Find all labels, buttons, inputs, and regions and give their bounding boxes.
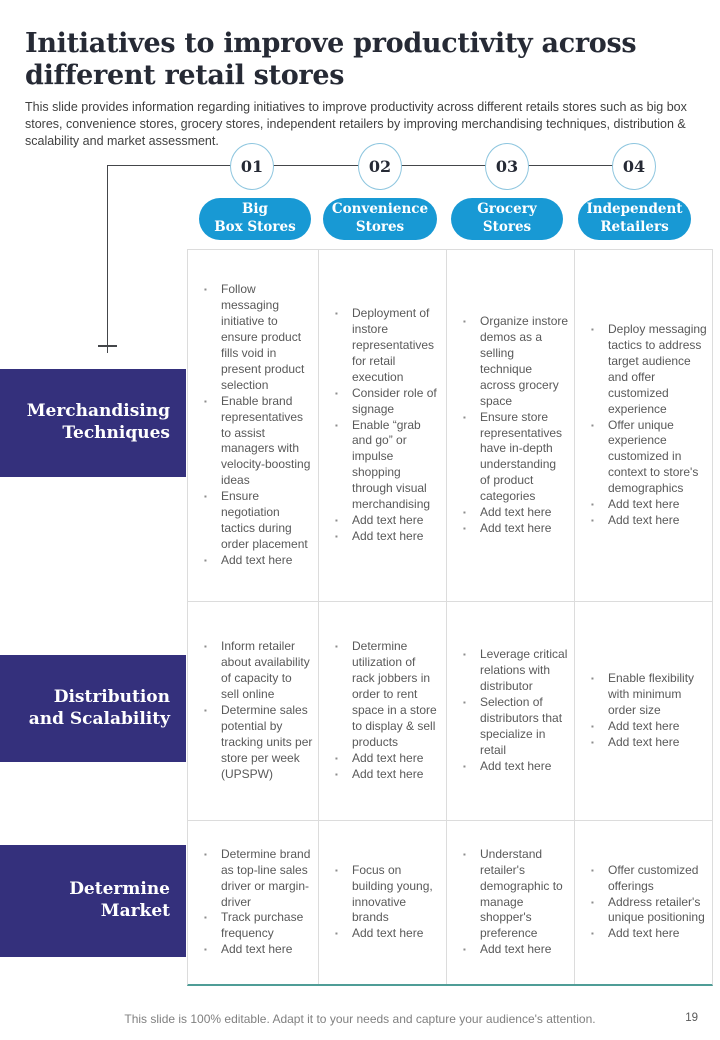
bullet-item: ▪ Understand retailer's demographic to manage shopper's preference xyxy=(456,847,569,943)
row-label-line: Distribution xyxy=(53,686,170,707)
bullet-item: ▪ Enable “grab and go” or impulse shopping through visual merchandising xyxy=(328,418,441,514)
bullet-list xyxy=(328,639,441,783)
bullet-item: ▪ Deployment of instore representatives for retail execution xyxy=(328,306,441,386)
matrix-cell-r1-c3 xyxy=(447,250,575,602)
bullet-item: ▪ Determine utilization of rack jobbers in order to rent space in a store to display & sell products xyxy=(328,639,441,751)
row-label-line: Merchandising xyxy=(26,401,170,422)
bullet-item: ▪ Track purchase frequency xyxy=(197,910,313,942)
bullet-item: ▪ Add text here xyxy=(328,751,441,767)
bullet-item: ▪ Add text here xyxy=(584,926,707,942)
bullet-item: ▪ Add text here xyxy=(328,767,441,783)
step-number: 03 xyxy=(495,157,519,176)
step-badge-03 xyxy=(485,143,529,190)
column-header-line: Stores xyxy=(482,219,532,235)
bullet-list xyxy=(584,322,707,529)
row-label-merchandising-techniques xyxy=(0,369,186,477)
bullet-item: ▪ Follow messaging initiative to ensure product fills void in present product selection xyxy=(197,282,313,394)
matrix-cell-r2-c4 xyxy=(575,602,712,821)
bullet-list xyxy=(197,847,313,959)
bullet-item: ▪ Add text here xyxy=(456,521,569,537)
footer-note: This slide is 100% editable. Adapt it to your needs and capture your audience's attention. xyxy=(124,1012,596,1026)
column-header-line: Big xyxy=(242,201,268,218)
step-number: 01 xyxy=(240,157,264,176)
bullet-item: ▪ Leverage critical relations with distributor xyxy=(456,647,569,695)
bullet-list xyxy=(328,863,441,943)
bullet-item: ▪ Add text here xyxy=(456,505,569,521)
row-label-line: and Scalability xyxy=(28,708,170,729)
column-header-convenience-stores xyxy=(323,198,437,240)
bullet-item: ▪ Add text here xyxy=(584,497,707,513)
matrix-cell-r2-c1 xyxy=(188,602,319,821)
column-header-line: Grocery xyxy=(477,201,537,218)
page-number: 19 xyxy=(685,1012,698,1024)
matrix-cell-r1-c2 xyxy=(319,250,447,602)
bullet-item: ▪ Add text here xyxy=(328,513,441,529)
matrix-cell-r2-c3 xyxy=(447,602,575,821)
matrix-cell-r3-c3 xyxy=(447,821,575,984)
column-header-independent-retailers xyxy=(578,198,691,240)
matrix-cell-r2-c2 xyxy=(319,602,447,821)
page-title xyxy=(25,28,715,93)
bullet-list xyxy=(197,282,313,569)
step-badge-01 xyxy=(230,143,274,190)
column-header-big-box-stores xyxy=(199,198,311,240)
bullet-list xyxy=(456,847,569,959)
bullet-item: ▪ Enable brand representatives to assist managers with velocity-boosting ideas xyxy=(197,394,313,490)
bullet-item: ▪ Organize instore demos as a selling technique across grocery space xyxy=(456,314,569,410)
connector-end-tick xyxy=(98,345,117,347)
bullet-list xyxy=(328,306,441,545)
bullet-item: ▪ Deploy messaging tactics to address target audience and offer customized experience xyxy=(584,322,707,418)
bullet-item: ▪ Offer unique experience customized in context to store's demographics xyxy=(584,418,707,498)
row-label-line: Market xyxy=(100,901,170,921)
bullet-item: ▪ Add text here xyxy=(197,942,313,958)
column-header-line: Stores xyxy=(355,219,405,235)
slide-description: This slide provides information regarding initiatives to improve productivity across different retails stores such as big box stores, convenience stores, grocery stores, independent retailers by improving merchandising techniques, distribution & scalability and market assessment. xyxy=(25,99,687,148)
bullet-item: ▪ Add text here xyxy=(584,513,707,529)
matrix-cell-r3-c1 xyxy=(188,821,319,984)
matrix-cell-r1-c1 xyxy=(188,250,319,602)
bullet-item: ▪ Add text here xyxy=(328,926,441,942)
column-header-grocery-stores xyxy=(451,198,563,240)
matrix-cell-r3-c4 xyxy=(575,821,712,984)
bullet-item: ▪ Inform retailer about availability of capacity to sell online xyxy=(197,639,313,703)
step-badge-04 xyxy=(612,143,656,190)
row-label-line: Techniques xyxy=(62,423,170,443)
page-title-line-1: Initiatives to improve productivity across xyxy=(25,28,637,60)
bullet-item: ▪ Address retailer's unique positioning xyxy=(584,895,707,927)
bullet-list xyxy=(584,863,707,943)
step-number: 02 xyxy=(368,157,392,176)
bullet-list xyxy=(584,671,707,751)
bullet-item: ▪ Offer customized offerings xyxy=(584,863,707,895)
bullet-list xyxy=(197,639,313,783)
matrix-cell-r1-c4 xyxy=(575,250,712,602)
column-header-line: Independent xyxy=(586,201,683,218)
bullet-item: ▪ Determine sales potential by tracking units per store per week (UPSPW) xyxy=(197,703,313,783)
row-label-distribution-and-scalability xyxy=(0,655,186,762)
row-label-determine-market xyxy=(0,845,186,957)
step-number: 04 xyxy=(622,157,646,176)
bullet-item: ▪ Focus on building young, innovative brands xyxy=(328,863,441,927)
step-badge-02 xyxy=(358,143,402,190)
bullet-item: ▪ Add text here xyxy=(197,553,313,569)
bullet-item: ▪ Enable flexibility with minimum order size xyxy=(584,671,707,719)
bullet-item: ▪ Ensure store representatives have in-depth understanding of product categories xyxy=(456,410,569,506)
bullet-item: ▪ Consider role of signage xyxy=(328,386,441,418)
column-header-line: Retailers xyxy=(600,219,669,235)
bullet-item: ▪ Ensure negotiation tactics during order placement xyxy=(197,489,313,553)
bullet-item: ▪ Add text here xyxy=(328,529,441,545)
row-label-line: Determine xyxy=(69,879,170,900)
bullet-item: ▪ Add text here xyxy=(456,759,569,775)
page-title-line-2: different retail stores xyxy=(25,60,345,92)
bullet-list xyxy=(456,314,569,537)
bullet-list xyxy=(456,647,569,775)
bullet-item: ▪ Determine brand as top-line sales driver or margin-driver xyxy=(197,847,313,911)
bullet-item: ▪ Selection of distributors that specialize in retail xyxy=(456,695,569,759)
bullet-item: ▪ Add text here xyxy=(584,719,707,735)
matrix-grid xyxy=(187,249,713,986)
connector-vertical-line xyxy=(107,165,108,353)
bullet-item: ▪ Add text here xyxy=(584,735,707,751)
column-header-line: Convenience xyxy=(331,201,429,218)
matrix-cell-r3-c2 xyxy=(319,821,447,984)
bullet-item: ▪ Add text here xyxy=(456,942,569,958)
column-header-line: Box Stores xyxy=(214,219,296,235)
